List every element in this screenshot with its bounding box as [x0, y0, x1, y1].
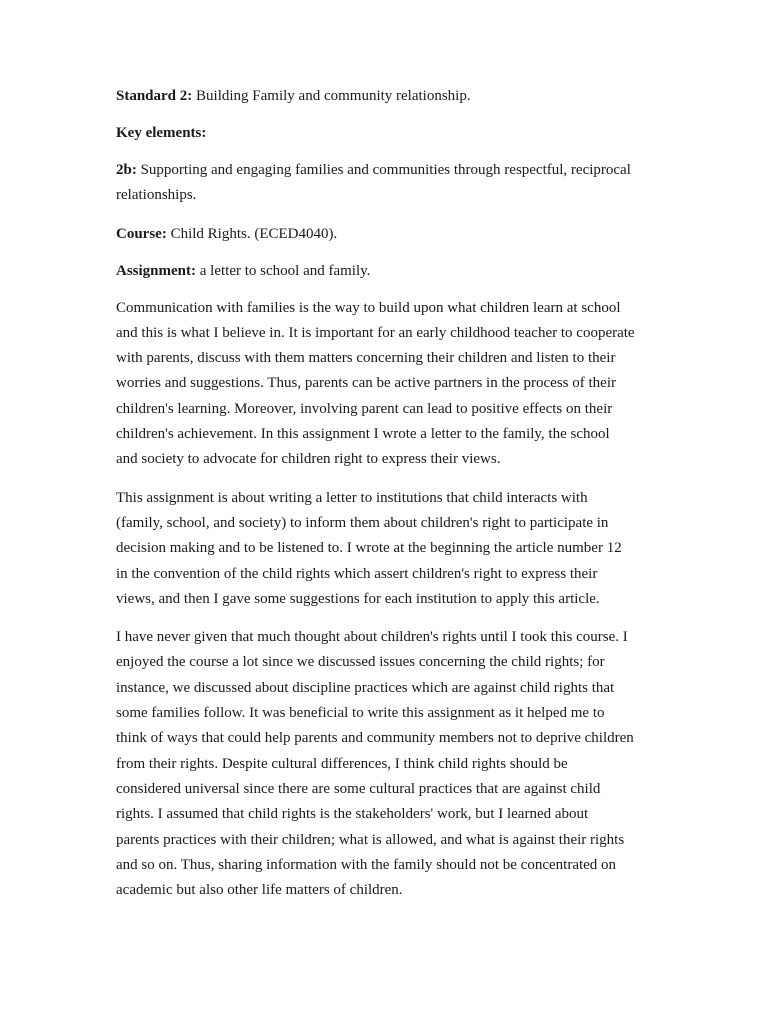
- paragraph-line: (family, school, and society) to inform them about children's right to participate in: [116, 514, 609, 531]
- element-2b-value-line1: Supporting and engaging families and communities through respectful, reciprocal: [136, 162, 631, 178]
- paragraph-line: from their rights. Despite cultural differences, I think child rights should be: [116, 755, 568, 772]
- paragraph-line: instance, we discussed about discipline practices which are against child rights that: [116, 679, 615, 696]
- paragraph-line: views, and then I gave some suggestions for each institution to apply this article.: [116, 590, 600, 607]
- paragraph-line: enjoyed the course a lot since we discussed issues concerning the child rights; for: [116, 654, 605, 671]
- paragraph-line: some families follow. It was beneficial to write this assignment as it helped me to: [116, 705, 605, 722]
- paragraph-reflection: [116, 625, 656, 903]
- paragraph-communication: [116, 296, 656, 473]
- paragraph-line: I have never given that much thought about children's rights until I took this course. I: [116, 629, 628, 646]
- paragraph-line: decision making and to be listened to. I wrote at the beginning the article number 12: [116, 540, 622, 557]
- standard-label: Standard 2:: [116, 88, 193, 104]
- paragraph-line: with parents, discuss with them matters concerning their children and listen to their: [116, 350, 616, 367]
- paragraph-line: rights. I assumed that child rights is the stakeholders' work, but I learned about: [116, 806, 589, 823]
- document-body: [116, 84, 656, 916]
- course-label: Course:: [116, 225, 167, 242]
- assignment-line: [116, 259, 656, 283]
- key-elements-line: [116, 121, 656, 145]
- paragraph-line: and society to advocate for children right to express their views.: [116, 451, 501, 468]
- element-2b-label: 2b:: [116, 162, 137, 178]
- standard-line: [116, 84, 656, 108]
- paragraph-line: think of ways that could help parents and community members not to deprive children: [116, 730, 634, 747]
- paragraph-line: children's learning. Moreover, involving parent can lead to positive effects on their: [116, 400, 613, 417]
- paragraph-line: academic but also other life matters of children.: [116, 882, 403, 899]
- paragraph-line: This assignment is about writing a letter to institutions that child interacts with: [116, 489, 588, 506]
- paragraph-line: and this is what I believe in. It is important for an early childhood teacher to cooperate: [116, 324, 635, 341]
- paragraph-line: and so on. Thus, sharing information with the family should not be concentrated on: [116, 856, 617, 873]
- paragraph-line: children's achievement. In this assignment I wrote a letter to the family, the school: [116, 426, 610, 443]
- paragraph-line: Communication with families is the way to build upon what children learn at school: [116, 299, 621, 316]
- paragraph-assignment-description: [116, 486, 656, 612]
- assignment-label: Assignment:: [116, 262, 197, 279]
- element-2b-value-line2: relationships.: [116, 187, 197, 204]
- standard-value: Building Family and community relationship.: [192, 88, 471, 104]
- paragraph-line: considered universal since there are some cultural practices that are against child: [116, 780, 601, 797]
- key-elements-label: Key elements:: [116, 125, 207, 141]
- element-2b-line: [116, 158, 656, 209]
- paragraph-line: worries and suggestions. Thus, parents can be active partners in the process of their: [116, 375, 616, 392]
- paragraph-line: in the convention of the child rights which assert children's right to express their: [116, 565, 598, 582]
- assignment-value: a letter to school and family.: [196, 262, 371, 279]
- course-line: [116, 222, 656, 246]
- course-value: Child Rights. (ECED4040).: [166, 225, 338, 242]
- paragraph-line: parents practices with their children; what is allowed, and what is against their rights: [116, 831, 625, 848]
